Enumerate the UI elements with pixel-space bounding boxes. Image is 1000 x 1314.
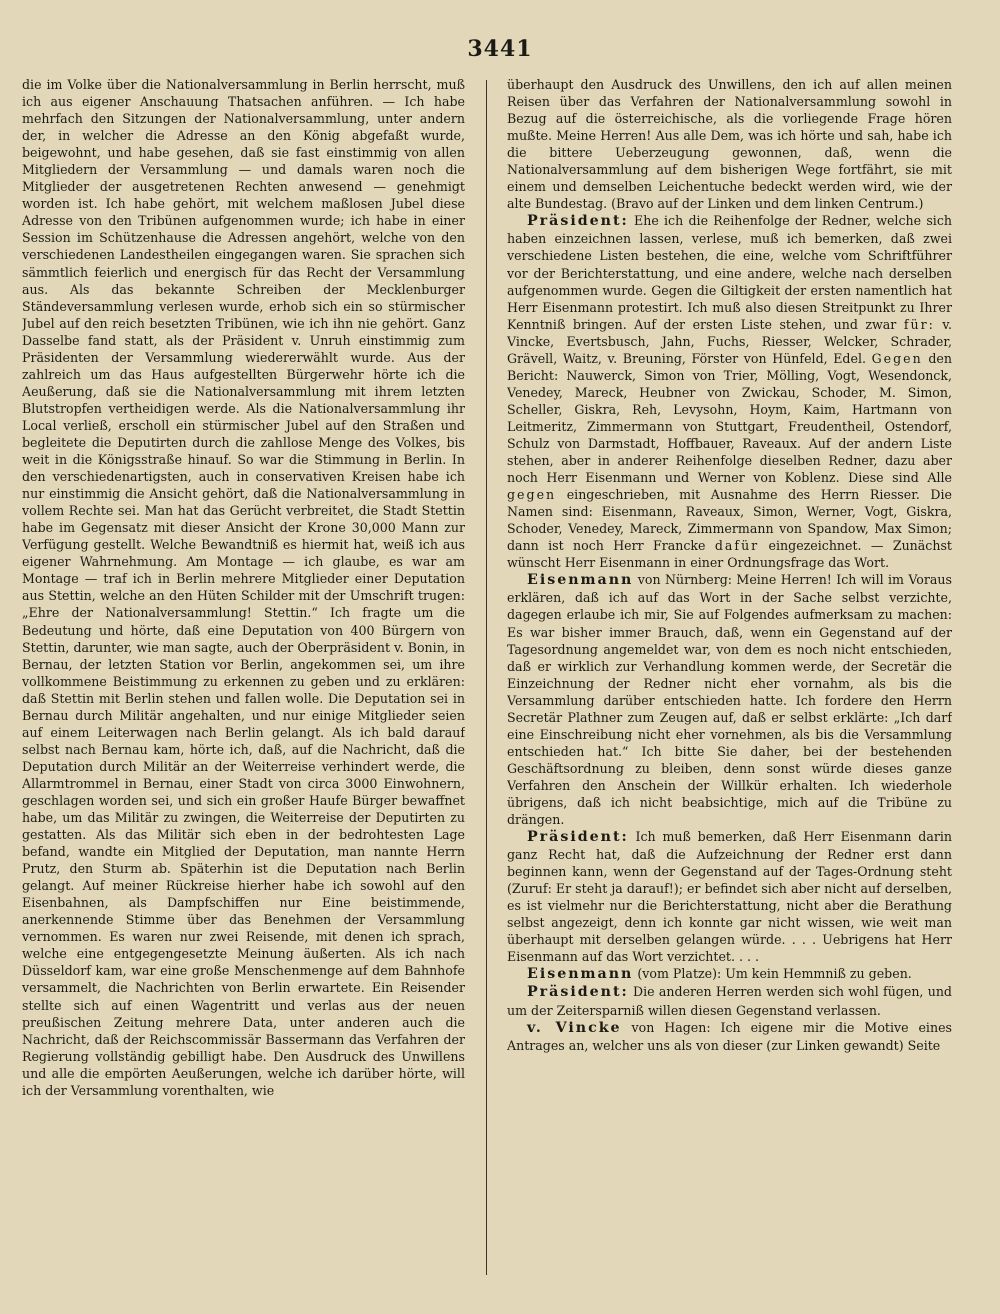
speaker-name: Eisenmann xyxy=(527,572,634,589)
left-column-text: die im Volke über die Nationalversammlung in Berlin herrscht, muß ich aus eigener Anschauung Thatsachen anführen. — Ich habe mehrfach den Sitzungen der Nationalversammlung, unter andern der, in welcher die Adresse an den König abgefaßt wurde, beigewohnt, und habe gesehen, daß sie fast einstimmig von allen Mitgliedern der Versammlung — und damals waren noch die Mitglieder der ausgetretenen Rechten anwesend — genehmigt worden ist. Ich habe gehört, mit welchem maßlosen Jubel diese Adresse von den Tribünen aufgenommen wurde; ich habe in einer Session im Schützenhause die Adressen angehört, welche von den verschiedenen Landestheilen eingegangen waren. Sie sprachen sich sämmtlich feierlich und energisch für das Recht der Versammlung aus. Als das bekannte Schreiben der Mecklenburger Ständeversammlung verlesen wurde, erhob sich ein so stürmischer Jubel auf den reich besetzten Tribünen, wie ich ihn nie gehört. Ganz Dasselbe fand statt, als der Präsident v. Unruh einstimmig zum Präsidenten der Versammlung wiedererwählt wurde. Aus der zahlreich um das Haus aufgestellten Bürgerwehr hörte ich die Aeußerung, daß sie die Nationalversammlung mit ihrem letzten Blutstropfen vertheidigen werde. Als die Nationalversammlung ihr Local verließ, erscholl ein stürmischer Jubel auf den Straßen und begleitete die Deputirten durch die zahllose Menge des Volkes, bis weit in die Königsstraße hinauf. So war die Stimmung in Berlin. In den verschiedenartigsten, auch in conservativen Kreisen habe ich nur einstimmig die Ansicht gehört, daß die Nationalversammlung in vollem Rechte sei. Man hat das Gerücht verbreitet, die Stadt Stettin habe im Gegensatz mit dieser Ansicht der Krone 30,000 Mann zur Verfügung gestellt. Welche Bewandtniß es hiermit hat, weiß ich aus eigener Wahrnehmung. Am Montage — ich glaube, es war am Montage — traf ich in Berlin mehrere Mitglieder einer Deputation aus Stettin, welche an den Hüten Schilder mit der Umschrift trugen: „Ehre der Nationalversammlung! Stettin.“ Ich fragte um die Bedeutung und hörte, daß eine Deputation von 400 Bürgern von Stettin, darunter, wie man sagte, auch der Oberpräsident v. Bonin, in Bernau, der letzten Station vor Berlin, angekommen sei, um ihre vollkommene Beistimmung zu erkennen zu geben und zu erklären: daß Stettin mit Berlin stehen und fallen wolle. Die Deputation sei in Bernau durch Militär angehalten, und nur einige Mitglieder seien auf einem Leiterwagen nach Berlin gelangt. Als ich bald darauf selbst nach Bernau kam, hörte ich, daß, auf die Nachricht, daß die Deputation durch Militär an der Weiterreise verhindert werde, die Allarmtrommel in Bernau, einer Stadt von circa 3000 Einwohnern, geschlagen worden sei, und sich ein großer Haufe Bürger bewaffnet habe, um das Militär zu zwingen, die Weiterreise der Deputirten zu gestatten. Als das Militär sich eben in der bedrohtesten Lage befand, wandte ein Mitglied der Deputation, man nannte Herrn Prutz, den Sturm ab. Späterhin ist die Deputation nach Berlin gelangt. Auf meiner Rückreise hierher habe ich sowohl auf den Eisenbahnen, als Dampfschiffen nur Eine beistimmende, anerkennende Stimme über das Benehmen der Versammlung vernommen. Es waren nur zwei Reisende, mit denen ich sprach, welche eine entgegengesetzte Meinung äußerten. Als ich nach Düsseldorf kam, war eine große Menschenmenge auf dem Bahnhofe versammelt, die Nachrichten von Berlin erwartete. Ein Reisender stellte sich auf einen Wagentritt und verlas aus der neuen preußischen Zeitung mehrere Data, unter anderen auch die Nachricht, daß der Reichscommissär Bassermann das Verfahren der Regierung vollständig gebilligt habe. Den Ausdruck des Unwillens und alle die empörten Aeußerungen, welche ich darüber hörte, will ich der Versammlung vorenthalten, wie xyxy=(22,77,465,1098)
speech-text: den Bericht: Nauwerck, Simon von Trier, Mölling, Vogt, Wesendonck, Venedey, Mareck, Heubner von Zwickau, Schoder, M. Simon, Scheller, Giskra, Reh, Levysohn, Hoym, Kaim, Hartmann von Leitmeritz, Zimmermann von Stuttgart, Freudentheil, Ostendorf, Schulz von Darmstadt, Hoffbauer, Raveaux. Auf der andern Liste stehen, aber in anderer Reihenfolge dieselben Redner, dazu aber noch Herr Eisenmann und Werner von Koblenz. Diese sind Alle xyxy=(507,350,952,486)
speaker-name: v. Vincke xyxy=(527,1019,622,1036)
right-column xyxy=(507,76,952,1286)
emphasis-fuer: für: xyxy=(903,316,935,332)
speech-text: v. Vincke, Evertsbusch, Jahn, Fuchs, Riesser, Welcker, Schrader, Grävell, Waitz, v. Breuning, Förster von Hünfeld, Edel. xyxy=(507,316,952,366)
speaker-name: Präsident: xyxy=(527,984,629,1001)
paragraph-praesident-3 xyxy=(507,983,952,1018)
speaker-name: Präsident: xyxy=(527,213,629,230)
paragraph-praesident-2 xyxy=(507,828,952,965)
speaker-name: Präsident: xyxy=(527,829,629,846)
paragraph-eisenmann-1 xyxy=(507,571,952,828)
paragraph-eisenmann-2 xyxy=(507,965,952,983)
speech-text: Die anderen Herren werden sich wohl fügen, und um der Zeitersparniß willen diesen Gegenstand verlassen. xyxy=(507,984,952,1018)
paragraph-vincke xyxy=(507,1019,952,1054)
speech-text: eingeschrieben, mit Ausnahme des Herrn Riesser. Die Namen sind: Eisenmann, Raveaux, Simon, Werner, Vogt, Giskra, Schoder, Venedey, Mareck, Zimmermann von Spandow, Max Simon; dann ist noch Herr Francke xyxy=(507,487,952,554)
emphasis-dafuer: dafür xyxy=(714,538,760,554)
left-column xyxy=(22,76,465,1286)
paragraph-praesident-1 xyxy=(507,212,952,571)
speech-text: Ehe ich die Reihenfolge der Redner, welche sich haben einzeichnen lassen, verlese, muß ich bemerken, daß zwei verschiedene Listen bestehen, die eine, welche vom Schriftführer vor der Berichterstattung, und eine andere, welche nach derselben aufgenommen wurde. Gegen die Giltigkeit der ersten namentlich hat Herr Eisenmann protestirt. Ich muß also diesen Streitpunkt zu Ihrer Kenntniß bringen. Auf der ersten Liste stehen, und zwar xyxy=(507,213,952,332)
page-number: 3441 xyxy=(467,36,533,62)
speech-text: Ich muß bemerken, daß Herr Eisenmann darin ganz Recht hat, daß die Aufzeichnung der Redner erst dann beginnen kann, wenn der Gegenstand auf der Tages-Ordnung steht (Zuruf: Er steht ja darauf!); er befindet sich aber nicht auf derselben, es ist vielmehr nur die Berichterstattung, nicht aber die Berathung selbst angezeigt, denn ich konnte gar nicht wissen, wie weit man überhaupt mit derselben gelangen würde. . . . Uebrigens hat Herr Eisenmann auf das Wort verzichtet. . . . xyxy=(507,829,952,965)
paragraph-continuation: überhaupt den Ausdruck des Unwillens, den ich auf allen meinen Reisen über das Verfahren der Nationalversammlung sowohl in Bezug auf die österreichische, als die vorliegende Frage hören mußte. Meine Herren! Aus alle Dem, was ich hörte und sah, habe ich die bittere Ueberzeugung gewonnen, daß, wenn die Nationalversammlung auf dem bisherigen Wege fortfährt, sie mit einem und demselben Leichentuche bedeckt werden wird, wie der alte Bundestag. (Bravo auf der Linken und dem linken Centrum.) xyxy=(507,77,952,212)
column-divider xyxy=(486,80,487,1275)
emphasis-gegen: Gegen xyxy=(871,350,923,366)
speech-text: von Nürnberg: Meine Herren! Ich will im Voraus erklären, daß ich auf das Wort in der Sache selbst verzichte, dagegen erlaube ich mir, Sie auf Folgendes aufmerksam zu machen: Es war bisher immer Brauch, daß, wenn ein Gegenstand auf der Tagesordnung angemeldet war, von dem es noch nicht entschieden, daß er wirklich zur Verhandlung kommen werde, der Secretär die Einzeichnung der Redner nicht eher vornahm, als bis die Versammlung darüber entschieden hatte. Ich fordere den Herrn Secretär Plathner zum Zeugen auf, daß er selbst erklärte: „Ich darf eine Einschreibung nicht eher vornehmen, als bis die Versammlung entschieden hat.“ Ich bitte Sie daher, bei der bestehenden Geschäftsordnung zu bleiben, denn sonst würde dieses ganze Verfahren den Anschein der Willkür erhalten. Ich wiederhole übrigens, daß ich nicht beabsichtige, mich auf die Tribüne zu drängen. xyxy=(507,572,952,828)
speech-text: (vom Platze): Um kein Hemmniß zu geben. xyxy=(633,966,912,982)
speech-text: eingezeichnet. — Zunächst wünscht Herr Eisenmann in einer Ordnungsfrage das Wort. xyxy=(507,538,952,571)
emphasis-gegen: gegen xyxy=(507,487,557,503)
speaker-name: Eisenmann xyxy=(527,966,634,983)
speech-text: von Hagen: Ich eigene mir die Motive eines Antrages an, welcher uns als von dieser (zur Linken gewandt) Seite xyxy=(507,1019,952,1053)
